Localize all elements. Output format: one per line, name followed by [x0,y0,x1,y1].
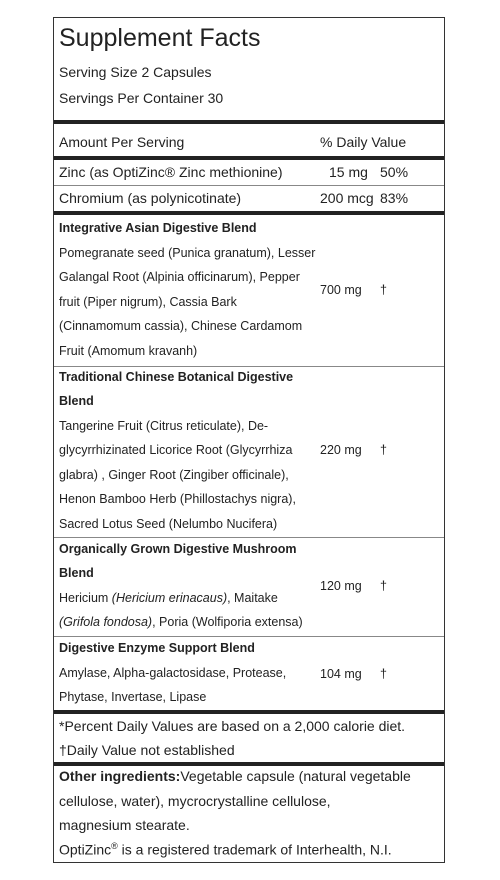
blend-dv: † [380,667,387,681]
serving-size: Serving Size 2 Capsules [59,64,212,80]
other-ingredients: Other ingredients:Vegetable capsule (natural vegetable [59,768,411,784]
thick-divider [54,156,444,160]
blend-amount: 120 mg [320,579,362,593]
thin-divider [54,537,444,538]
other-ingredients-line: cellulose, water), mycrocrystalline cellulose, [59,793,331,809]
thick-divider [54,710,444,714]
blend-name: Integrative Asian Digestive Blend [59,221,257,235]
blend-ingredients: glycyrrhizinated Licorice Root (Glycyrrhiza [59,443,293,457]
blend-amount: 104 mg [320,667,362,681]
blend-amount: 220 mg [320,443,362,457]
blend-ingredients: (Grifola fondosa), Poria (Wolfiporia extensa) [59,615,303,629]
thick-divider [54,120,444,124]
nutrient-amount: 200 mcg [320,190,374,206]
thin-divider [54,366,444,367]
supplement-facts-panel [53,17,445,863]
footnote-not-established: †Daily Value not established [59,742,235,758]
daily-value-header: % Daily Value [320,134,407,150]
blend-ingredients: Henon Bamboo Herb (Phillostachys nigra), [59,492,296,506]
panel-title: Supplement Facts [59,24,261,52]
blend-name: Organically Grown Digestive Mushroom [59,542,297,556]
blend-name: Blend [59,394,94,408]
blend-ingredients: fruit (Piper nigrum), Cassia Bark [59,295,237,309]
nutrient-dv: 50% [380,164,409,180]
footnote-daily-values: *Percent Daily Values are based on a 2,000 calorie diet. [59,718,406,734]
blend-dv: † [380,283,387,297]
nutrient-name: Zinc (as OptiZinc® Zinc methionine) [59,164,283,180]
other-ingredients-label: Other ingredients: [59,768,181,784]
blend-ingredients: Phytase, Invertase, Lipase [59,690,207,704]
thin-divider [54,636,444,637]
amount-per-serving-header: Amount Per Serving [59,134,185,150]
trademark-note: OptiZinc® is a registered trademark of Interhealth, N.I. [59,841,392,858]
servings-per-container: Servings Per Container 30 [59,90,224,106]
blend-dv: † [380,579,387,593]
blend-ingredients: Fruit (Amomum kravanh) [59,344,198,358]
blend-ingredients: Amylase, Alpha-galactosidase, Protease, [59,666,287,680]
blend-ingredients: Hericium (Hericium erinacaus), Maitake [59,591,278,605]
blend-ingredients: Sacred Lotus Seed (Nelumbo Nucifera) [59,517,278,531]
blend-ingredients: (Cinnamomum cassia), Chinese Cardamom [59,319,303,333]
blend-name: Digestive Enzyme Support Blend [59,641,255,655]
thick-divider [54,762,444,766]
blend-name: Traditional Chinese Botanical Digestive [59,370,294,384]
blend-ingredients: Pomegranate seed (Punica granatum), Lesser [59,246,316,260]
thin-divider [54,185,444,186]
nutrient-dv: 83% [380,190,409,206]
nutrient-amount: 15 mg [329,164,368,180]
blend-amount: 700 mg [320,283,362,297]
blend-ingredients: glabra) , Ginger Root (Zingiber officinale), [59,468,289,482]
blend-ingredients: Tangerine Fruit (Citrus reticulate), De- [59,419,269,433]
blend-ingredients: Galangal Root (Alpinia officinarum), Pepper [59,270,300,284]
blend-name: Blend [59,566,94,580]
blend-dv: † [380,443,387,457]
other-ingredients-line: magnesium stearate. [59,817,190,833]
thick-divider [54,211,444,215]
nutrient-name: Chromium (as polynicotinate) [59,190,242,206]
